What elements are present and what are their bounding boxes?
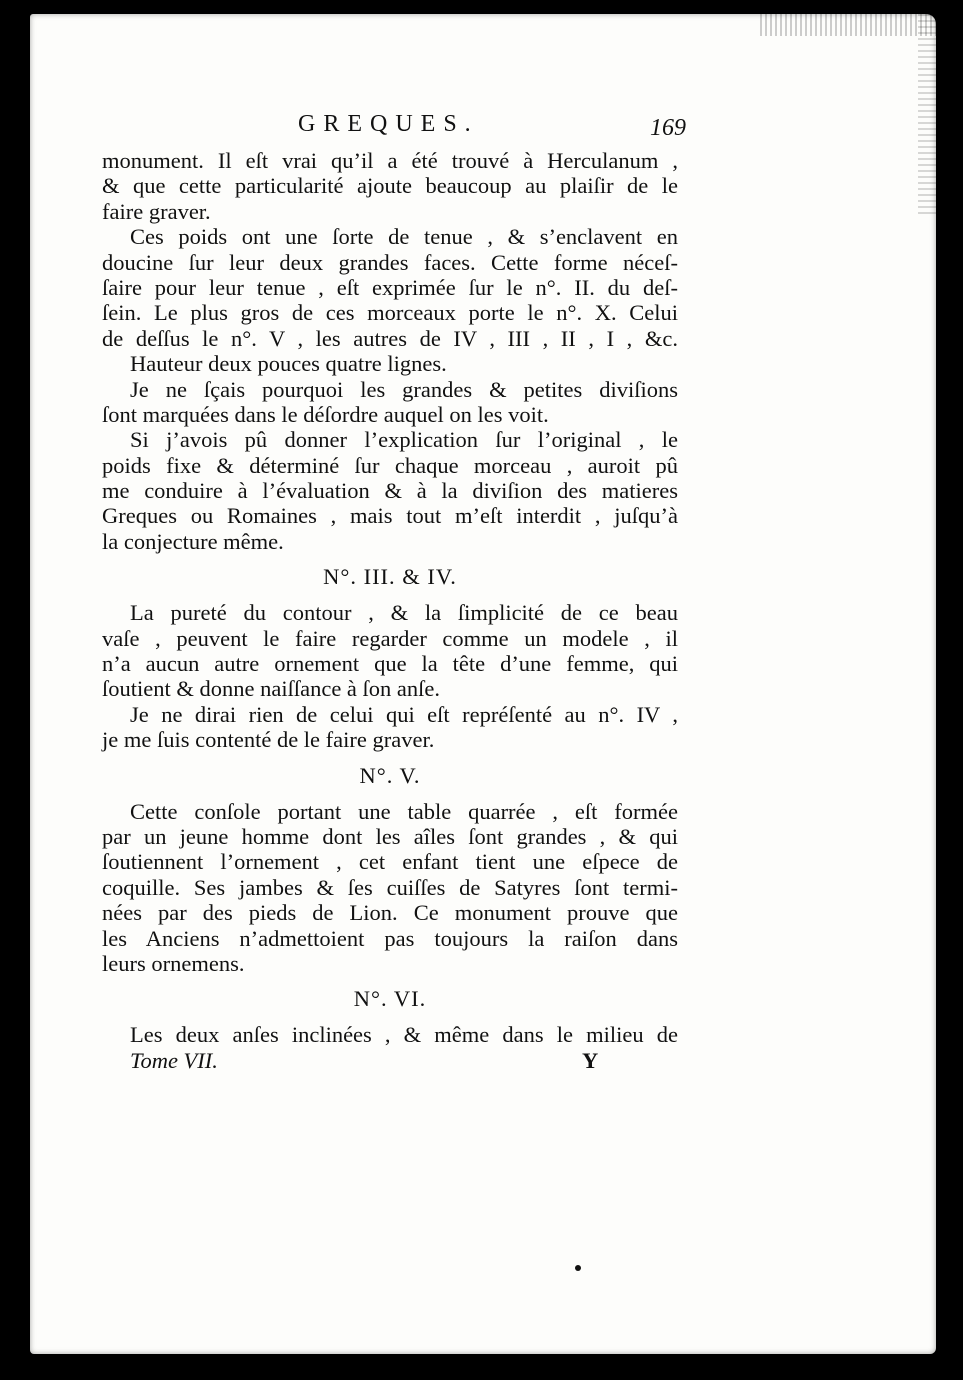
paragraph (102, 377, 678, 428)
text-line: leurs ornemens. (102, 950, 245, 976)
text-line: & que cette particularité ajoute beaucoup au plaiſir de le (102, 173, 678, 199)
text-line: vaſe , peuvent le faire regarder comme un modele , il (102, 625, 678, 651)
paragraph (102, 600, 678, 702)
text-line: les Anciens n’admettoient pas toujours la raiſon dans (102, 925, 678, 951)
text-line: Hauteur deux pouces quatre lignes. (130, 351, 447, 377)
paragraph (102, 351, 678, 376)
text-line: Cette conſole portant une table quarrée , eſt formée (130, 798, 678, 824)
text-line: ſein. Le plus gros de ces morceaux porte le n°. X. Celui (102, 300, 678, 326)
text-line: me conduire à l’évaluation & à la diviſion des matieres (102, 478, 678, 504)
text-line: Les deux anſes inclinées , & même dans le milieu de (130, 1022, 678, 1048)
page-text-block (102, 111, 686, 1074)
text-line: Je ne ſçais pourquoi les grandes & petites diviſions (130, 376, 678, 402)
text-line: monument. Il eſt vrai qu’il a été trouvé à Herculanum , (102, 148, 678, 173)
paragraph (102, 702, 678, 753)
text-line: La pureté du contour , & la ſimplicité de ce beau (130, 600, 678, 626)
paragraph (102, 1022, 678, 1047)
text-line: je me ſuis contenté de le faire graver. (102, 727, 435, 753)
page-number: 169 (650, 115, 686, 141)
text-line: poids fixe & déterminé ſur chaque morceau , auroit pû (102, 452, 678, 478)
page-edge-texture (918, 14, 936, 214)
paragraph (102, 148, 678, 224)
text-line: la conjecture même. (102, 528, 284, 554)
text-line: doucine ſur leur deux grandes faces. Cette forme néceſ- (102, 249, 678, 275)
text-line: coquille. Ses jambes & ſes cuiſſes de Satyres ſont termi- (102, 874, 678, 900)
section-heading: N°. VI. (353, 986, 427, 1012)
ink-speck (575, 1265, 581, 1271)
text-line: ſoutiennent l’ornement , cet enfant tient une eſpece de (102, 849, 678, 875)
section-heading: N°. III. & IV. (323, 564, 457, 590)
text-line: par un jeune homme dont les aîles ſont grandes , & qui (102, 823, 678, 849)
paragraph (102, 427, 678, 554)
page-footer (102, 1048, 678, 1074)
text-line: ſaire pour leur tenue , eſt exprimée ſur le n°. II. du deſ- (102, 274, 678, 300)
volume-label: Tome VII. (130, 1047, 218, 1073)
text-line: de deſſus le n°. V , les autres de IV , III , II , I , &c. (102, 325, 678, 351)
signature-mark: Y (582, 1047, 599, 1073)
text-line: Je ne dirai rien de celui qui eſt repréſenté au n°. IV , (130, 701, 678, 727)
section-heading: N°. V. (359, 762, 421, 788)
paragraph (102, 224, 678, 351)
text-line: n’a aucun autre ornement que la tête d’une femme, qui (102, 651, 678, 677)
text-line: Greques ou Romaines , mais tout m’eſt interdit , juſqu’à (102, 503, 678, 529)
text-line: nées par des pieds de Lion. Ce monument prouve que (102, 900, 678, 926)
running-head (102, 111, 686, 148)
page-edge-texture (760, 14, 936, 36)
text-line: Ces poids ont une ſorte de tenue , & s’enclavent en (130, 224, 678, 250)
running-title: GREQUES. (298, 111, 479, 137)
text-line: ſoutient & donne naiſſance à ſon anſe. (102, 676, 441, 702)
text-line: Si j’avois pû donner l’explication ſur l’original , le (130, 427, 678, 453)
text-line: faire graver. (102, 198, 211, 224)
text-line: ſont marquées dans le déſordre auquel on les voit. (102, 401, 549, 427)
paragraph (102, 799, 678, 977)
